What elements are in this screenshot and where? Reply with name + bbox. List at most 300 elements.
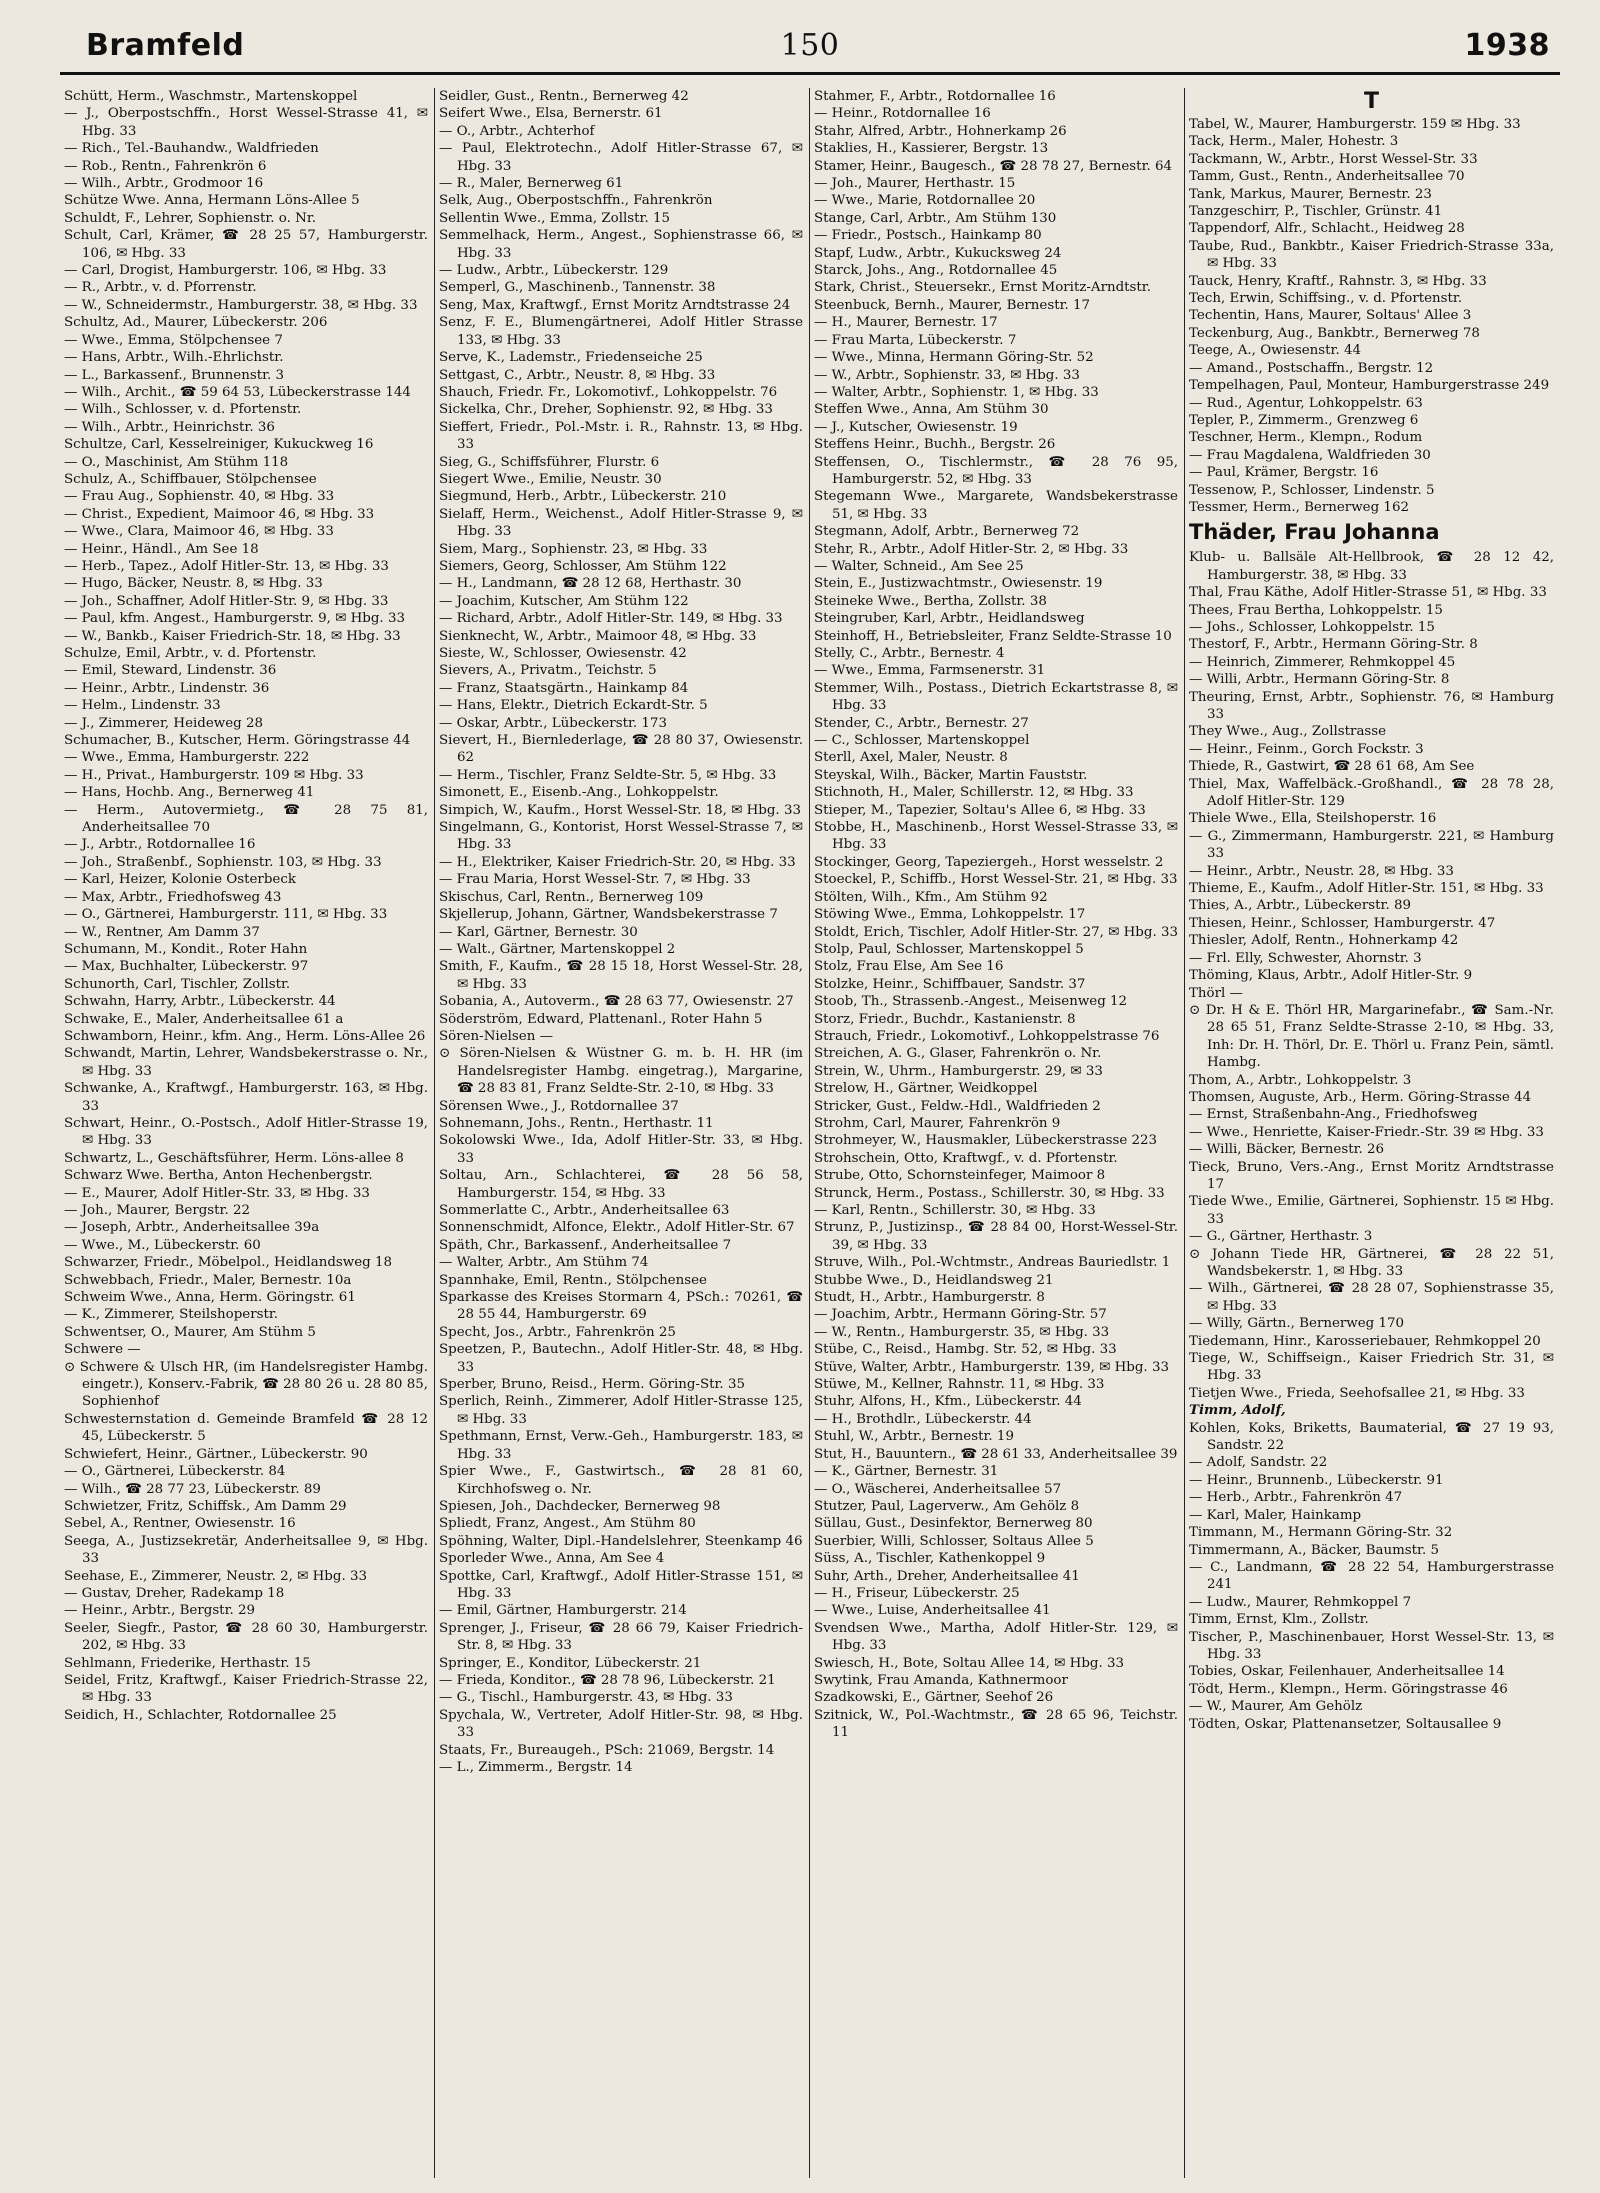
directory-entry: Strohm, Carl, Maurer, Fahrenkrön 9: [814, 1115, 1061, 1131]
directory-entry: Strelow, H., Gärtner, Weidkoppel: [814, 1081, 1038, 1097]
directory-entry: Sickelka, Chr., Dreher, Sophienstr. 92, ✉ Hbg. 33: [439, 402, 773, 418]
directory-entry: — Wilh., Archit., ☎ 59 64 53, Lübeckerstrasse 144: [64, 384, 411, 400]
directory-entry: Stelly, C., Arbtr., Bernestr. 4: [814, 646, 1005, 661]
directory-entry: — Frl. Elly, Schwester, Ahornstr. 3: [1189, 950, 1422, 966]
directory-entry: Siegert Wwe., Emilie, Neustr. 30: [439, 471, 662, 487]
directory-entry: — G., Tischl., Hamburgerstr. 43, ✉ Hbg. 33: [439, 1690, 733, 1706]
directory-entry: — Karl, Rentn., Schillerstr. 30, ✉ Hbg. 33: [814, 1203, 1096, 1218]
directory-entry: Seidel, Fritz, Kraftwgf., Kaiser Friedrich-Strasse 22, ✉ Hbg. 33: [64, 1672, 428, 1706]
directory-entry: Stahr, Alfred, Arbtr., Hohnerkamp 26: [814, 123, 1067, 139]
directory-entry: Spiesen, Joh., Dachdecker, Bernerweg 98: [439, 1498, 721, 1514]
directory-entry: — Heinrich, Zimmerer, Rehmkoppel 45: [1189, 654, 1456, 670]
directory-entry: They Wwe., Aug., Zollstrasse: [1189, 724, 1387, 740]
directory-entry: Stamer, Heinr., Baugesch., ☎ 28 78 27, Bernestr. 64: [814, 158, 1173, 174]
directory-entry: — Joachim, Arbtr., Hermann Göring-Str. 57: [814, 1307, 1107, 1323]
directory-entry: — Joh., Schaffner, Adolf Hitler-Str. 9, ✉ Hbg. 33: [64, 593, 389, 609]
directory-entry: Spethmann, Ernst, Verw.-Geh., Hamburgerstr. 183, ✉ Hbg. 33: [439, 1429, 803, 1462]
directory-entry: Sporleder Wwe., Anna, Am See 4: [439, 1551, 665, 1567]
directory-entry: — Frau Marta, Lübeckerstr. 7: [814, 332, 1017, 348]
directory-entry: — G., Gärtner, Herthastr. 3: [1189, 1229, 1373, 1245]
directory-entry: Struve, Wilh., Pol.-Wchtmstr., Andreas Bauriedlstr. 1: [814, 1255, 1171, 1271]
directory-entry: Svendsen Wwe., Martha, Adolf Hitler-Str. 129, ✉ Hbg. 33: [814, 1620, 1178, 1654]
directory-entry: — Karl, Maler, Hainkamp: [1189, 1507, 1362, 1523]
directory-entry: — Paul, Elektrotechn., Adolf Hitler-Strasse 67, ✉ Hbg. 33: [439, 141, 803, 174]
directory-entry: Steyskal, Wilh., Bäcker, Martin Fauststr.: [814, 767, 1088, 783]
directory-entry: — Richard, Arbtr., Adolf Hitler-Str. 149, ✉ Hbg. 33: [439, 611, 783, 627]
directory-entry: Sprenger, J., Friseur, ☎ 28 66 79, Kaiser Friedrich-Str. 8, ✉ Hbg. 33: [439, 1620, 803, 1654]
directory-entry: Serve, K., Lademstr., Friedenseiche 25: [439, 350, 703, 366]
directory-entry: Sonnenschmidt, Alfonce, Elektr., Adolf Hitler-Str. 67: [439, 1220, 795, 1236]
directory-entry: Thomsen, Auguste, Arb., Herm. Göring-Strasse 44: [1189, 1089, 1532, 1105]
directory-entry: — Wwe., Minna, Hermann Göring-Str. 52: [814, 350, 1094, 366]
directory-entry: Schwesternstation d. Gemeinde Bramfeld ☎ 28 12 45, Lübeckerstr. 5: [64, 1411, 428, 1445]
directory-entry: Tobies, Oskar, Feilenhauer, Anderheitsallee 14: [1189, 1664, 1505, 1680]
directory-entry: Thäder, Frau Johanna: [1189, 520, 1440, 545]
directory-entry: Sparkasse des Kreises Stormarn 4, PSch.: 70261, ☎ 28 55 44, Hamburgerstr. 69: [439, 1290, 803, 1323]
directory-entry: Siegmund, Herb., Arbtr., Lübeckerstr. 210: [439, 489, 727, 505]
directory-entry: Swytink, Frau Amanda, Kathnermoor: [814, 1672, 1068, 1688]
directory-entry: Schweim Wwe., Anna, Herm. Göringstr. 61: [64, 1290, 356, 1306]
directory-entry: Semmelhack, Herm., Angest., Sophienstrasse 66, ✉ Hbg. 33: [439, 228, 803, 261]
directory-entry: — O., Maschinist, Am Stühm 118: [64, 454, 289, 470]
directory-entry: Teege, A., Owiesenstr. 44: [1189, 343, 1361, 359]
directory-entry: — Christ., Expedient, Maimoor 46, ✉ Hbg. 33: [64, 506, 375, 522]
directory-entry: Theuring, Ernst, Arbtr., Sophienstr. 76, ✉ Hamburg 33: [1189, 689, 1554, 722]
directory-entry: Skjellerup, Johann, Gärtner, Wandsbekerstrasse 7: [439, 907, 778, 923]
directory-entry: Tackmann, W., Arbtr., Horst Wessel-Str. 33: [1189, 151, 1478, 167]
directory-entry: Stange, Carl, Arbtr., Am Stühm 130: [814, 210, 1057, 226]
directory-entry: Süss, A., Tischler, Kathenkoppel 9: [814, 1551, 1046, 1567]
directory-entry: Springer, E., Konditor, Lübeckerstr. 21: [439, 1655, 702, 1671]
directory-entry: Teschner, Herm., Klempn., Rodum: [1189, 430, 1423, 446]
directory-entry: — Herb., Arbtr., Fahrenkrön 47: [1189, 1490, 1403, 1506]
directory-entry: Sievers, A., Privatm., Teichstr. 5: [439, 663, 657, 679]
directory-entry: Seidich, H., Schlachter, Rotdornallee 25: [64, 1707, 337, 1723]
directory-entry: ⊙ Dr. H & E. Thörl HR, Margarinefabr., ☎ Sam.-Nr. 28 65 51, Franz Seldte-Strasse 2-10, ✉ Hbg. 33, Inh: Dr. H. Thörl, Dr. E. Thörl u. Franz Pein, sämtl. Hambg.: [1189, 1002, 1554, 1071]
directory-entry: Schwandt, Martin, Lehrer, Wandsbekerstrasse o. Nr., ✉ Hbg. 33: [64, 1046, 428, 1079]
directory-entry: Tessmer, Herm., Bernerweg 162: [1189, 499, 1409, 515]
directory-entry: Tempelhagen, Paul, Monteur, Hamburgerstrasse 249: [1189, 378, 1550, 394]
directory-entry: — Helm., Lindenstr. 33: [64, 698, 221, 714]
directory-entry: Spannhake, Emil, Rentn., Stölpchensee: [439, 1272, 707, 1288]
directory-entry: — Herm., Autovermietg., ☎ 28 75 81, Anderheitsallee 70: [64, 802, 428, 836]
directory-entry: Stockinger, Georg, Tapeziergeh., Horst wesselstr. 2: [814, 854, 1164, 870]
column-2: [435, 88, 810, 2178]
directory-entry: Stuhr, Alfons, H., Kfm., Lübeckerstr. 44: [814, 1394, 1082, 1410]
directory-entry: Thom, A., Arbtr., Lohkoppelstr. 3: [1189, 1072, 1412, 1088]
directory-entry: ⊙ Schwere & Ulsch HR, (im Handelsregister Hambg. eingetr.), Konserv.-Fabrik, ☎ 28 80 26 u. 28 80 85, Sophienhof: [64, 1359, 429, 1410]
directory-entry: Stölten, Wilh., Kfm., Am Stühm 92: [814, 889, 1048, 905]
directory-entry: Spychala, W., Vertreter, Adolf Hitler-Str. 98, ✉ Hbg. 33: [439, 1707, 803, 1741]
directory-entry: — Johs., Schlosser, Lohkoppelstr. 15: [1189, 619, 1435, 635]
directory-entry: Suerbier, Willi, Schlosser, Soltaus Allee 5: [814, 1533, 1094, 1549]
directory-entry: Klub- u. Ballsäle Alt-Hellbrook, ☎ 28 12 42, Hamburgerstr. 38, ✉ Hbg. 33: [1189, 550, 1554, 583]
directory-entry: Storz, Friedr., Buchdr., Kastanienstr. 8: [814, 1011, 1076, 1027]
directory-entry: — J., Oberpostschffn., Horst Wessel-Strasse 41, ✉ Hbg. 33: [64, 106, 428, 139]
directory-entry: Sieg, G., Schiffsführer, Flurstr. 6: [439, 454, 660, 470]
directory-entry: — Amand., Postschaffn., Bergstr. 12: [1189, 360, 1434, 376]
directory-entry: Seega, A., Justizsekretär, Anderheitsallee 9, ✉ Hbg. 33: [64, 1533, 428, 1567]
directory-entry: Späth, Chr., Barkassenf., Anderheitsallee 7: [439, 1237, 732, 1253]
directory-entry: Thöming, Klaus, Arbtr., Adolf Hitler-Str. 9: [1189, 968, 1473, 984]
directory-entry: Soltau, Arn., Schlachterei, ☎ 28 56 58, Hamburgerstr. 154, ✉ Hbg. 33: [439, 1168, 803, 1201]
directory-entry: — W., Arbtr., Sophienstr. 33, ✉ Hbg. 33: [814, 367, 1080, 383]
directory-entry: Steffens Heinr., Buchh., Bergstr. 26: [814, 437, 1056, 453]
directory-entry: ⊙ Johann Tiede HR, Gärtnerei, ☎ 28 22 51, Wandsbekerstr. 1, ✉ Hbg. 33: [1189, 1246, 1554, 1279]
directory-entry: — O., Arbtr., Achterhof: [439, 123, 595, 139]
directory-entry: Sommerlatte C., Arbtr., Anderheitsallee 63: [439, 1203, 730, 1218]
directory-entry: — Franz, Staatsgärtn., Hainkamp 84: [439, 680, 689, 696]
directory-entry: — Heinr., Brunnenb., Lübeckerstr. 91: [1189, 1472, 1444, 1488]
directory-entry: Skischus, Carl, Rentn., Bernerweg 109: [439, 889, 704, 905]
directory-entry: Strunz, P., Justizinsp., ☎ 28 84 00, Horst-Wessel-Str. 39, ✉ Hbg. 33: [814, 1220, 1178, 1253]
directory-entry: — Wwe., Luise, Anderheitsallee 41: [814, 1603, 1051, 1619]
directory-entry: — Wwe., M., Lübeckerstr. 60: [64, 1237, 261, 1253]
directory-entry: — W., Rentn., Hamburgerstr. 35, ✉ Hbg. 33: [814, 1324, 1110, 1340]
directory-entry: Strein, W., Uhrm., Hamburgerstr. 29, ✉ 33: [814, 1063, 1103, 1079]
directory-entry: Steffen Wwe., Anna, Am Stühm 30: [814, 402, 1049, 418]
directory-entry: — Wwe., Emma, Stölpchensee 7: [64, 332, 283, 348]
directory-entry: Settgast, C., Arbtr., Neustr. 8, ✉ Hbg. 33: [439, 367, 716, 383]
directory-entry: — Wilh., Arbtr., Grodmoor 16: [64, 176, 264, 192]
directory-entry: Timm, Ernst, Klm., Zollstr.: [1189, 1612, 1369, 1628]
directory-entry: Sokolowski Wwe., Ida, Adolf Hitler-Str. 33, ✉ Hbg. 33: [439, 1133, 803, 1166]
directory-entry: Selk, Aug., Oberpostschffn., Fahrenkrön: [439, 193, 713, 209]
directory-entry: — C., Schlosser, Martenskoppel: [814, 733, 1030, 749]
directory-entry: Siem, Marg., Sophienstr. 23, ✉ Hbg. 33: [439, 541, 708, 557]
directory-entry: Sörensen Wwe., J., Rotdornallee 37: [439, 1098, 679, 1114]
directory-entry: Schwere —: [64, 1342, 141, 1358]
directory-entry: — Joh., Maurer, Herthastr. 15: [814, 176, 1016, 192]
directory-entry: — Max, Buchhalter, Lübeckerstr. 97: [64, 959, 309, 975]
directory-entry: — C., Landmann, ☎ 28 22 54, Hamburgerstrasse 241: [1189, 1559, 1554, 1593]
directory-entry: Schwartz, L., Geschäftsführer, Herm. Löns-allee 8: [64, 1150, 404, 1166]
directory-entry: Szadkowski, E., Gärtner, Seehof 26: [814, 1690, 1054, 1706]
directory-entry: — W., Maurer, Am Gehölz: [1189, 1699, 1363, 1715]
directory-entry: Stoldt, Erich, Tischler, Adolf Hitler-Str. 27, ✉ Hbg. 33: [814, 924, 1178, 940]
directory-entry: Stegmann, Adolf, Arbtr., Bernerweg 72: [814, 524, 1080, 540]
directory-entry: Steenbuck, Bernh., Maurer, Bernestr. 17: [814, 297, 1091, 313]
directory-entry: — L., Zimmerm., Bergstr. 14: [439, 1760, 633, 1775]
directory-entry: — Adolf, Sandstr. 22: [1189, 1455, 1328, 1471]
directory-entry: Stobbe, H., Maschinenb., Horst Wessel-Strasse 33, ✉ Hbg. 33: [814, 820, 1178, 853]
directory-entry: Staklies, H., Kassierer, Bergstr. 13: [814, 141, 1049, 157]
directory-entry: Semperl, G., Maschinenb., Tannenstr. 38: [439, 280, 716, 296]
directory-entry: Thiele Wwe., Ella, Steilshoperstr. 16: [1189, 811, 1437, 827]
directory-entry: Strohschein, Otto, Kraftwgf., v. d. Pfortenstr.: [814, 1150, 1118, 1166]
directory-entry: Stricker, Gust., Feldw.-Hdl., Waldfrieden 2: [814, 1098, 1101, 1114]
directory-entry: Schuldt, F., Lehrer, Sophienstr. o. Nr.: [64, 210, 317, 226]
directory-entry: — Frau Aug., Sophienstr. 40, ✉ Hbg. 33: [64, 489, 335, 505]
directory-entry: — O., Wäscherei, Anderheitsallee 57: [814, 1481, 1062, 1497]
directory-entry: Schultz, Ad., Maurer, Lübeckerstr. 206: [64, 315, 328, 331]
directory-entry: Stender, C., Arbtr., Bernestr. 27: [814, 715, 1029, 731]
directory-entry: Schütt, Herm., Waschmstr., Martenskoppel: [64, 89, 358, 104]
directory-entry: — R., Arbtr., v. d. Pforrenstr.: [64, 280, 257, 296]
directory-entry: Tauck, Henry, Kraftf., Rahnstr. 3, ✉ Hbg. 33: [1189, 273, 1487, 289]
directory-entry: — J., Arbtr., Rotdornallee 16: [64, 837, 256, 853]
directory-entry: Strunck, Herm., Postass., Schillerstr. 30, ✉ Hbg. 33: [814, 1185, 1165, 1201]
header-year: 1938: [1464, 28, 1550, 63]
directory-entry: Schumacher, B., Kutscher, Herm. Göringstrasse 44: [64, 733, 411, 749]
directory-entry: — Frau Magdalena, Waldfrieden 30: [1189, 447, 1431, 463]
directory-entry: Tödten, Oskar, Plattenansetzer, Soltausallee 9: [1189, 1716, 1502, 1732]
directory-entry: — Hans, Hochb. Ang., Bernerweg 41: [64, 785, 315, 801]
header-page-number: 150: [780, 28, 840, 63]
directory-entry: Spöhning, Walter, Dipl.-Handelslehrer, Steenkamp 46: [439, 1533, 803, 1549]
directory-entry: Spottke, Carl, Kraftwgf., Adolf Hitler-Strasse 151, ✉ Hbg. 33: [439, 1568, 803, 1601]
directory-entry: Sieste, W., Schlosser, Owiesenstr. 42: [439, 646, 687, 661]
directory-entry: Specht, Jos., Arbtr., Fahrenkrön 25: [439, 1324, 676, 1340]
directory-entry: Steineke Wwe., Bertha, Zollstr. 38: [814, 593, 1047, 609]
directory-entry: Tiede Wwe., Emilie, Gärtnerei, Sophienstr. 15 ✉ Hbg. 33: [1189, 1194, 1554, 1227]
directory-entry: — Joh., Maurer, Bergstr. 22: [64, 1203, 251, 1218]
directory-entry: Teckenburg, Aug., Bankbtr., Bernerweg 78: [1189, 325, 1480, 341]
directory-entry: — Max, Arbtr., Friedhofsweg 43: [64, 889, 282, 905]
directory-entry: — Wilh., Arbtr., Heinrichstr. 36: [64, 419, 275, 435]
directory-entry: — H., Friseur, Lübeckerstr. 25: [814, 1585, 1020, 1601]
directory-entry: — Friedr., Postsch., Hainkamp 80: [814, 228, 1042, 244]
directory-entry: Schwake, E., Maler, Anderheitsallee 61 a: [64, 1011, 344, 1027]
directory-entry: — H., Maurer, Bernestr. 17: [814, 315, 998, 331]
directory-entry: Söderström, Edward, Plattenanl., Roter Hahn 5: [439, 1011, 763, 1027]
directory-entry: Tieck, Bruno, Vers.-Ang., Ernst Moritz Arndtstrasse 17: [1189, 1159, 1554, 1192]
directory-entry: — O., Gärtnerei, Lübeckerstr. 84: [64, 1464, 286, 1480]
directory-entry: Sperlich, Reinh., Zimmerer, Adolf Hitler-Strasse 125, ✉ Hbg. 33: [439, 1394, 803, 1427]
directory-entry: Shauch, Friedr. Fr., Lokomotivf., Lohkoppelstr. 76: [439, 384, 778, 400]
directory-entry: — G., Zimmermann, Hamburgerstr. 221, ✉ Hamburg 33: [1189, 828, 1554, 862]
directory-entry: — Ludw., Arbtr., Lübeckerstr. 129: [439, 263, 669, 279]
directory-entry: — K., Zimmerer, Steilshoperstr.: [64, 1307, 279, 1323]
directory-entry: Seeler, Siegfr., Pastor, ☎ 28 60 30, Hamburgerstr. 202, ✉ Hbg. 33: [64, 1620, 428, 1654]
directory-entry: Sellentin Wwe., Emma, Zollstr. 15: [439, 210, 671, 226]
directory-entry: Tabel, W., Maurer, Hamburgerstr. 159 ✉ Hbg. 33: [1189, 117, 1521, 132]
directory-entry: — J., Zimmerer, Heideweg 28: [64, 715, 264, 731]
directory-entry: — W., Schneidermstr., Hamburgerstr. 38, ✉ Hbg. 33: [64, 297, 418, 313]
directory-entry: Sebel, A., Rentner, Owiesenstr. 16: [64, 1516, 296, 1532]
directory-entry: Steinhoff, H., Betriebsleiter, Franz Seldte-Strasse 10: [814, 628, 1172, 644]
directory-entry: Süllau, Gust., Desinfektor, Bernerweg 80: [814, 1516, 1093, 1532]
directory-entry: Schultze, Carl, Kesselreiniger, Kukuckweg 16: [64, 437, 374, 453]
directory-entry: — Wwe., Emma, Farmsenerstr. 31: [814, 663, 1046, 679]
directory-entry: — Karl, Heizer, Kolonie Osterbeck: [64, 872, 296, 888]
directory-entry: Schumann, M., Kondit., Roter Hahn: [64, 941, 308, 957]
directory-entry: Stichnoth, H., Maler, Schillerstr. 12, ✉ Hbg. 33: [814, 785, 1134, 801]
directory-entry: — Paul, Krämer, Bergstr. 16: [1189, 465, 1379, 481]
directory-entry: Siemers, Georg, Schlosser, Am Stühm 122: [439, 558, 727, 574]
directory-entry: Szitnick, W., Pol.-Wachtmstr., ☎ 28 65 96, Teichstr. 11: [814, 1707, 1178, 1741]
directory-entry: Seehase, E., Zimmerer, Neustr. 2, ✉ Hbg. 33: [64, 1568, 368, 1584]
directory-entry: — Willi, Bäcker, Bernestr. 26: [1189, 1142, 1385, 1158]
column-1: [60, 88, 435, 2178]
directory-entry: Schwamborn, Heinr., kfm. Ang., Herm. Löns-Allee 26: [64, 1028, 426, 1044]
directory-entry: — Joseph, Arbtr., Anderheitsallee 39a: [64, 1220, 320, 1236]
directory-entry: Tietjen Wwe., Frieda, Seehofsallee 21, ✉ Hbg. 33: [1189, 1385, 1525, 1401]
directory-entry: Stutzer, Paul, Lagerverw., Am Gehölz 8: [814, 1498, 1080, 1514]
directory-entry: — Heinr., Arbtr., Neustr. 28, ✉ Hbg. 33: [1189, 863, 1454, 879]
directory-entry: — Hugo, Bäcker, Neustr. 8, ✉ Hbg. 33: [64, 576, 323, 592]
column-4: [1185, 88, 1560, 2178]
directory-entry: Suhr, Arth., Dreher, Anderheitsallee 41: [814, 1568, 1080, 1584]
directory-entry: — Oskar, Arbtr., Lübeckerstr. 173: [439, 715, 667, 731]
directory-entry: Sohnemann, Johs., Rentn., Herthastr. 11: [439, 1115, 714, 1131]
directory-entry: Stemmer, Wilh., Postass., Dietrich Eckartstrasse 8, ✉ Hbg. 33: [814, 680, 1178, 714]
directory-entry: Stoeckel, P., Schiffb., Horst Wessel-Str. 21, ✉ Hbg. 33: [814, 872, 1178, 888]
directory-entry: Tack, Herm., Maler, Hohestr. 3: [1189, 134, 1399, 150]
directory-entry: Thiesler, Adolf, Rentn., Hohnerkamp 42: [1189, 933, 1459, 949]
directory-entry: Thieme, E., Kaufm., Adolf Hitler-Str. 151, ✉ Hbg. 33: [1189, 881, 1544, 897]
directory-entry: Streichen, A. G., Glaser, Fahrenkrön o. Nr.: [814, 1046, 1102, 1062]
directory-entry: — Frieda, Konditor., ☎ 28 78 96, Lübeckerstr. 21: [439, 1672, 776, 1688]
directory-entry: Schwart, Heinr., O.-Postsch., Adolf Hitler-Strasse 19, ✉ Hbg. 33: [64, 1115, 428, 1149]
directory-entry: Stüwe, M., Kellner, Rahnstr. 11, ✉ Hbg. 33: [814, 1377, 1105, 1393]
directory-entry: — W., Bankb., Kaiser Friedrich-Str. 18, ✉ Hbg. 33: [64, 628, 401, 644]
directory-entry: — Heinr., Arbtr., Lindenstr. 36: [64, 680, 270, 696]
directory-entry: ⊙ Sören-Nielsen & Wüstner G. m. b. H. HR (im Handelsregister Hambg. eingetrag.), Margarine, ☎ 28 83 81, Franz Seldte-Str. 2-10, ✉ Hbg. 33: [439, 1046, 803, 1097]
directory-entry: Schulz, A., Schiffbauer, Stölpchensee: [64, 471, 317, 487]
directory-entry: — L., Barkassenf., Brunnenstr. 3: [64, 367, 285, 383]
directory-entry: — Paul, kfm. Angest., Hamburgerstr. 9, ✉ Hbg. 33: [64, 611, 405, 627]
directory-entry: Schult, Carl, Krämer, ☎ 28 25 57, Hamburgerstr. 106, ✉ Hbg. 33: [64, 228, 428, 261]
directory-entry: Stübe, C., Reisd., Hambg. Str. 52, ✉ Hbg. 33: [814, 1342, 1117, 1358]
directory-entry: Singelmann, G., Kontorist, Horst Wessel-Strasse 7, ✉ Hbg. 33: [439, 820, 803, 853]
directory-entry: Stoob, Th., Strassenb.-Angest., Meisenweg 12: [814, 994, 1128, 1010]
directory-entry: — Wilh., Gärtnerei, ☎ 28 28 07, Sophienstrasse 35, ✉ Hbg. 33: [1189, 1281, 1554, 1314]
directory-entry: Thiede, R., Gastwirt, ☎ 28 61 68, Am See: [1189, 759, 1475, 775]
directory-entry: — Ernst, Straßenbahn-Ang., Friedhofsweg: [1189, 1107, 1478, 1123]
directory-entry: Thees, Frau Bertha, Lohkoppelstr. 15: [1189, 602, 1443, 618]
directory-entry: Timmann, M., Hermann Göring-Str. 32: [1189, 1525, 1453, 1541]
directory-entry: Sobania, A., Autoverm., ☎ 28 63 77, Owiesenstr. 27: [439, 994, 794, 1010]
directory-entry: Stuhl, W., Arbtr., Bernestr. 19: [814, 1429, 1014, 1445]
directory-entry: — Wwe., Marie, Rotdornallee 20: [814, 193, 1036, 209]
directory-entry: — Walter, Arbtr., Sophienstr. 1, ✉ Hbg. 33: [814, 384, 1099, 400]
directory-entry: — Karl, Gärtner, Bernestr. 30: [439, 924, 638, 940]
directory-entry: Sienknecht, W., Arbtr., Maimoor 48, ✉ Hbg. 33: [439, 628, 757, 644]
directory-entry: Sperber, Bruno, Reisd., Herm. Göring-Str. 35: [439, 1377, 745, 1393]
directory-entry: Tanzgeschirr, P., Tischler, Grünstr. 41: [1189, 204, 1443, 220]
directory-entry: Stegemann Wwe., Margarete, Wandsbekerstrasse 51, ✉ Hbg. 33: [814, 489, 1178, 522]
directory-entry: Stut, H., Bauuntern., ☎ 28 61 33, Anderheitsallee 39: [814, 1446, 1178, 1462]
directory-entry: Stubbe Wwe., D., Heidlandsweg 21: [814, 1272, 1054, 1288]
directory-entry: Schwanke, A., Kraftwgf., Hamburgerstr. 163, ✉ Hbg. 33: [64, 1081, 428, 1114]
directory-entry: Schwahn, Harry, Arbtr., Lübeckerstr. 44: [64, 994, 336, 1010]
page-header: [60, 22, 1560, 75]
directory-entry: — Willy, Gärtn., Bernerweg 170: [1189, 1316, 1405, 1332]
directory-entry: — Herb., Tapez., Adolf Hitler-Str. 13, ✉ Hbg. 33: [64, 558, 389, 574]
directory-entry: Simpich, W., Kaufm., Horst Wessel-Str. 18, ✉ Hbg. 33: [439, 802, 801, 818]
directory-entry: — Joh., Straßenbf., Sophienstr. 103, ✉ Hbg. 33: [64, 854, 382, 870]
directory-entry: Schwiefert, Heinr., Gärtner., Lübeckerstr. 90: [64, 1446, 368, 1462]
directory-entry: — Wilh., Schlosser, v. d. Pfortenstr.: [64, 402, 302, 418]
directory-entry: Tamm, Gust., Rentn., Anderheitsallee 70: [1189, 169, 1465, 185]
directory-entry: — J., Kutscher, Owiesenstr. 19: [814, 419, 1018, 435]
directory-entry: Senz, F. E., Blumengärtnerei, Adolf Hitler Strasse 133, ✉ Hbg. 33: [439, 315, 803, 348]
directory-entry: Tech, Erwin, Schiffsing., v. d. Pfortenstr.: [1189, 291, 1463, 307]
directory-entry: Tiedemann, Hinr., Karosseriebauer, Rehmkoppel 20: [1189, 1333, 1541, 1349]
directory-entry: Stolz, Frau Else, Am See 16: [814, 959, 1004, 975]
directory-entry: Seidler, Gust., Rentn., Bernerweg 42: [439, 89, 689, 104]
directory-entry: Thiesen, Heinr., Schlosser, Hamburgerstr. 47: [1189, 915, 1496, 931]
directory-entry: Sören-Nielsen —: [439, 1028, 553, 1044]
directory-entry: — Joachim, Kutscher, Am Stühm 122: [439, 593, 689, 609]
directory-entry: — Hans, Arbtr., Wilh.-Ehrlichstr.: [64, 350, 284, 366]
directory-entry: Tappendorf, Alfr., Schlacht., Heidweg 28: [1189, 221, 1465, 237]
directory-entry: Kohlen, Koks, Briketts, Baumaterial, ☎ 27 19 93, Sandstr. 22: [1189, 1420, 1554, 1454]
header-locality: Bramfeld: [86, 28, 245, 63]
directory-entry: — Heinr., Händl., Am See 18: [64, 541, 259, 557]
directory-entry: Schwietzer, Fritz, Schiffsk., Am Damm 29: [64, 1498, 347, 1514]
directory-entry: Spier Wwe., F., Gastwirtsch., ☎ 28 81 60, Kirchhofsweg o. Nr.: [439, 1464, 803, 1497]
directory-entry: T: [1363, 89, 1379, 114]
directory-entry: — H., Elektriker, Kaiser Friedrich-Str. 20, ✉ Hbg. 33: [439, 854, 796, 870]
directory-entry: — Herm., Tischler, Franz Seldte-Str. 5, ✉ Hbg. 33: [439, 767, 777, 783]
directory-entry: Tessenow, P., Schlosser, Lindenstr. 5: [1189, 482, 1435, 498]
directory-entry: Schütze Wwe. Anna, Hermann Löns-Allee 5: [64, 193, 360, 209]
directory-entry: — Wilh., ☎ 28 77 23, Lübeckerstr. 89: [64, 1481, 321, 1497]
directory-entry: Stolzke, Heinr., Schiffbauer, Sandstr. 37: [814, 976, 1086, 992]
column-3: [810, 88, 1185, 2178]
directory-entry: Stein, E., Justizwachtmstr., Owiesenstr. 19: [814, 576, 1103, 592]
directory-entry: — Frau Maria, Horst Wessel-Str. 7, ✉ Hbg. 33: [439, 872, 751, 888]
directory-entry: Thal, Frau Käthe, Adolf Hitler-Strasse 51, ✉ Hbg. 33: [1189, 585, 1547, 601]
directory-entry: — Willi, Arbtr., Hermann Göring-Str. 8: [1189, 672, 1450, 688]
directory-entry: — Rich., Tel.-Bauhandw., Waldfrieden: [64, 141, 319, 157]
directory-entry: — Wwe., Henriette, Kaiser-Friedr.-Str. 39 ✉ Hbg. 33: [1189, 1124, 1544, 1140]
directory-entry: — Heinr., Arbtr., Bergstr. 29: [64, 1603, 256, 1619]
directory-entry: Timmermann, A., Bäcker, Baumstr. 5: [1189, 1542, 1439, 1558]
directory-entry: — E., Maurer, Adolf Hitler-Str. 33, ✉ Hbg. 33: [64, 1185, 370, 1201]
directory-entry: — Walt., Gärtner, Martenskoppel 2: [439, 941, 676, 957]
directory-entry: Stahmer, F., Arbtr., Rotdornallee 16: [814, 89, 1056, 104]
directory-entry: Stapf, Ludw., Arbtr., Kukucksweg 24: [814, 245, 1062, 261]
directory-entry: — W., Rentner, Am Damm 37: [64, 924, 260, 940]
directory-entry: Schunorth, Carl, Tischler, Zollstr.: [64, 976, 291, 992]
directory-entry: Schulze, Emil, Arbtr., v. d. Pfortenstr.: [64, 646, 317, 661]
directory-entry: Schwarz Wwe. Bertha, Anton Hechenbergstr.: [64, 1168, 373, 1184]
directory-entry: Sehlmann, Friederike, Herthastr. 15: [64, 1655, 311, 1671]
directory-entry: — Ludw., Maurer, Rehmkoppel 7: [1189, 1594, 1412, 1610]
directory-entry: Schwarzer, Friedr., Möbelpol., Heidlandsweg 18: [64, 1255, 393, 1271]
directory-entry: Schwebbach, Friedr., Maler, Bernestr. 10a: [64, 1272, 352, 1288]
directory-entry: Strube, Otto, Schornsteinfeger, Maimoor 8: [814, 1168, 1106, 1184]
columns: [60, 88, 1560, 2178]
directory-entry: Stark, Christ., Steuersekr., Ernst Moritz-Arndtstr.: [814, 280, 1151, 296]
directory-entry: Seifert Wwe., Elsa, Bernerstr. 61: [439, 106, 663, 122]
directory-entry: — Heinr., Feinm., Gorch Fockstr. 3: [1189, 741, 1424, 757]
directory-entry: Spliedt, Franz, Angest., Am Stühm 80: [439, 1516, 696, 1532]
directory-entry: — Hans, Elektr., Dietrich Eckardt-Str. 5: [439, 698, 708, 714]
directory-entry: Strohmeyer, W., Hausmakler, Lübeckerstrasse 223: [814, 1133, 1158, 1149]
directory-entry: Stieper, M., Tapezier, Soltau's Allee 6, ✉ Hbg. 33: [814, 802, 1146, 818]
directory-entry: Tiege, W., Schiffseign., Kaiser Friedrich Str. 31, ✉ Hbg. 33: [1189, 1351, 1554, 1384]
directory-entry: — K., Gärtner, Bernestr. 31: [814, 1464, 999, 1480]
directory-entry: — Gustav, Dreher, Radekamp 18: [64, 1585, 285, 1601]
directory-entry: Sieffert, Friedr., Pol.-Mstr. i. R., Rahnstr. 13, ✉ Hbg. 33: [439, 419, 803, 453]
directory-entry: Sielaff, Herm., Weichenst., Adolf Hitler-Strasse 9, ✉ Hbg. 33: [439, 506, 803, 540]
directory-entry: Speetzen, P., Bautechn., Adolf Hitler-Str. 48, ✉ Hbg. 33: [439, 1342, 803, 1375]
directory-entry: Sterll, Axel, Maler, Neustr. 8: [814, 750, 1008, 766]
directory-entry: — Carl, Drogist, Hamburgerstr. 106, ✉ Hbg. 33: [64, 263, 387, 279]
directory-entry: Strauch, Friedr., Lokomotivf., Lohkoppelstrasse 76: [814, 1028, 1160, 1044]
directory-entry: — Heinr., Rotdornallee 16: [814, 106, 991, 122]
directory-entry: — H., Privat., Hamburgerstr. 109 ✉ Hbg. 33: [64, 767, 364, 783]
directory-entry: Tank, Markus, Maurer, Bernestr. 23: [1189, 186, 1432, 202]
directory-entry: — Emil, Steward, Lindenstr. 36: [64, 663, 277, 679]
directory-entry: Schwentser, O., Maurer, Am Stühm 5: [64, 1324, 316, 1340]
directory-entry: — H., Brothdlr., Lübeckerstr. 44: [814, 1411, 1032, 1427]
directory-entry: Tischer, P., Maschinenbauer, Horst Wessel-Str. 13, ✉ Hbg. 33: [1189, 1629, 1554, 1662]
